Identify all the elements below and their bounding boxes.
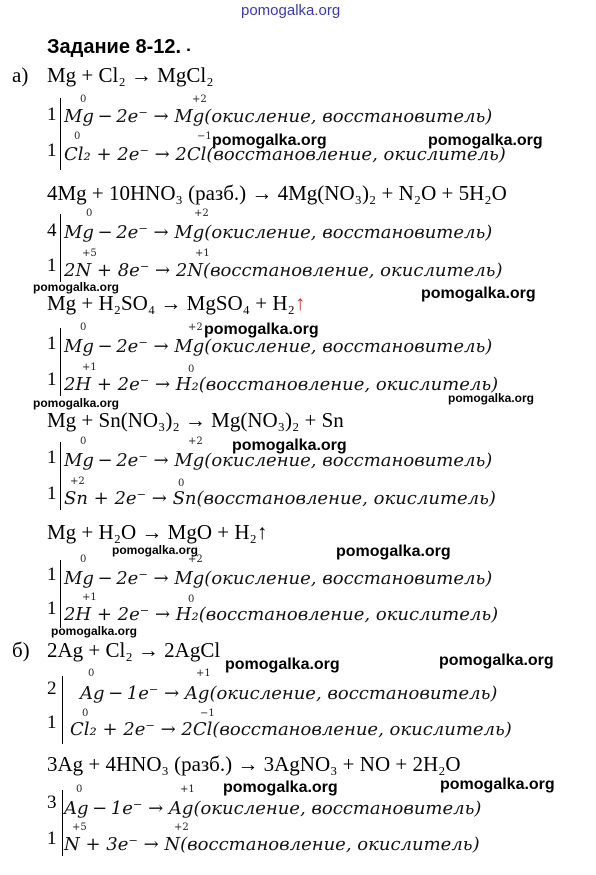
balance-line: Mg − 2e⁻ → Mg(окисление, восстановитель) [64,336,493,357]
gas-arrow-icon: ↑ [256,520,268,544]
balance-coef: 3 [47,792,57,813]
ox-state: 0 [76,784,83,795]
balance-line: 2H + 2e⁻ → H₂(восстановление, окислитель) [64,604,499,625]
part-b-label: б) [12,638,30,662]
balance-bar [60,214,61,282]
balance-line: 2N + 8e⁻ → 2N(восстановление, окислитель) [64,260,503,281]
balance-coef: 2 [47,678,57,699]
ox-state: +1 [82,592,97,603]
balance-line: Ag − 1e⁻ → Ag(окисление, восстановитель) [80,683,498,704]
balance-coef: 1 [47,828,57,849]
ox-state: +2 [70,476,85,487]
watermark: pomogalka.org [112,543,199,557]
balance-line: Mg − 2e⁻ → Mg(окисление, восстановитель) [64,450,493,471]
balance-line: 2H + 2e⁻ → H₂(восстановление, окислитель) [64,374,499,395]
ox-state: +5 [82,248,97,259]
ox-state: +2 [194,208,209,219]
ox-state: +2 [174,822,189,833]
watermark: pomogalka.org [212,132,327,149]
balance-line: Sn + 2e⁻ → Sn(восстановление, окислитель) [64,488,496,509]
ox-state: +2 [188,554,203,565]
watermark: pomogalka.org [336,543,451,560]
balance-bar [60,328,61,396]
watermark: pomogalka.org [448,391,535,405]
ox-state: +1 [82,362,97,373]
ox-state: −1 [197,131,212,142]
ox-state: 0 [88,668,95,679]
equation-5 [47,520,267,545]
ox-state: 0 [80,554,87,565]
task-title-text: Задание 8-12. [47,36,182,58]
ox-state: +2 [192,94,207,105]
balance-line: Mg − 2e⁻ → Mg(окисление, восстановитель) [64,568,493,589]
ox-state: 0 [188,594,195,605]
ox-state: 0 [80,322,87,333]
balance-coef: 1 [47,447,57,468]
balance-bar [60,98,61,170]
ox-state: 0 [74,131,81,142]
ox-state: −1 [200,708,215,719]
balance-line: N + 3e⁻ → N(восстановление, окислитель) [64,834,480,855]
balance-line: Ag − 1e⁻ → Ag(окисление, восстановитель) [64,798,482,819]
ox-state: 0 [188,364,195,375]
equation-4: Mg + Sn(NO₃)₂ → Mg(NO₃)₂ + Sn [47,408,344,432]
ox-state: 0 [80,436,87,447]
balance-coef: 1 [47,712,57,733]
balance-coef: 1 [47,104,57,125]
balance-coef: 1 [47,140,57,161]
ox-state: +5 [72,822,87,833]
watermark: pomogalka.org [223,779,338,796]
part-a-label: а) [12,63,29,87]
watermark: pomogalka.org [33,280,120,294]
balance-coef: 1 [47,483,57,504]
balance-line: Cl₂ + 2e⁻ → 2Cl(восстановление, окислитель) [70,719,512,740]
balance-bar [62,676,63,744]
watermark: pomogalka.org [232,437,347,454]
balance-line: Cl₂ + 2e⁻ → 2Cl(восстановление, окислитель) [64,144,506,165]
balance-bar [62,790,63,856]
balance-coef: 4 [47,220,57,241]
equation-6: 2Ag + Cl₂ → 2AgCl [47,638,221,662]
ox-state: +1 [195,248,210,259]
watermark: pomogalka.org [440,776,555,793]
balance-line: Mg − 2e⁻ → Mg(окисление, восстановитель) [64,222,493,243]
equation-3-text: Mg + H₂SO₄ → MgSO₄ + H₂ [47,291,295,315]
ox-state: 0 [86,208,93,219]
watermark: pomogalka.org [428,132,543,149]
ox-state: 0 [80,94,87,105]
ox-state: +2 [188,322,203,333]
ox-state: +2 [188,436,203,447]
balance-coef: 1 [47,564,57,585]
equation-2: 4Mg + 10HNO₃ (разб.) → 4Mg(NO₃)₂ + N₂O + 5H₂O [47,181,507,205]
watermark: pomogalka.org [204,321,319,338]
watermark: pomogalka.org [51,624,138,638]
ox-state: 0 [82,708,89,719]
ox-state: 0 [178,478,185,489]
title-mark: ▪ [186,45,191,56]
balance-coef: 1 [47,333,57,354]
equation-7: 3Ag + 4HNO₃ (разб.) → 3AgNO₃ + NO + 2H₂O [47,752,461,776]
watermark: pomogalka.org [225,656,340,673]
equation-5-text: Mg + H₂O → MgO + H₂ [47,520,257,544]
task-title [47,36,190,59]
ox-state: +1 [196,668,211,679]
ox-state: +1 [180,784,195,795]
watermark: pomogalka.org [439,652,554,669]
equation-1: Mg + Cl₂ → MgCl₂ [47,63,214,87]
balance-bar [60,560,61,628]
balance-coef: 1 [47,255,57,276]
balance-coef: 1 [47,369,57,390]
gas-arrow-icon: ↑ [294,291,306,315]
watermark: pomogalka.org [421,285,536,302]
watermark: pomogalka.org [33,396,120,410]
balance-coef: 1 [47,598,57,619]
site-header-link[interactable]: pomogalka.org [241,2,341,19]
balance-bar [60,442,61,510]
equation-3 [47,291,305,316]
balance-line: Mg − 2e⁻ → Mg(окисление, восстановитель) [64,106,493,127]
